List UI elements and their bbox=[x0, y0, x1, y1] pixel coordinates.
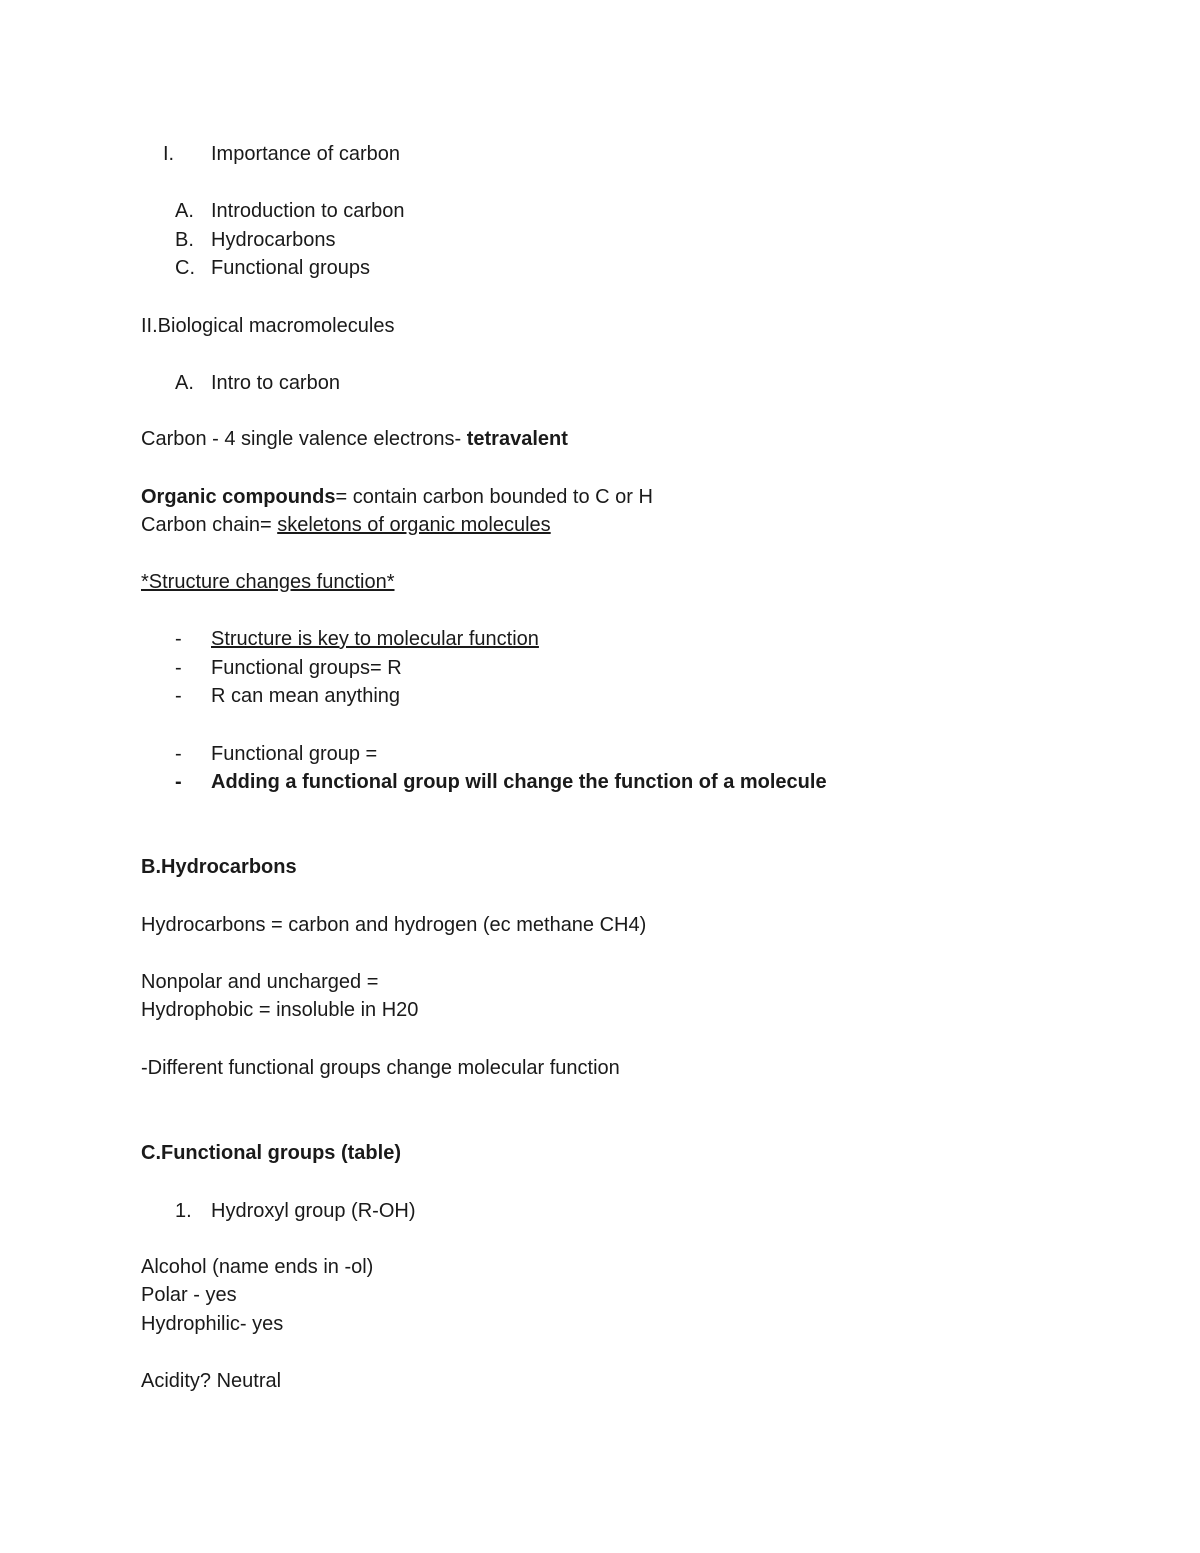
hydrocarbons-definition: Hydrocarbons = carbon and hydrogen (ec methane CH4) bbox=[141, 914, 647, 936]
functional-groups-heading bbox=[141, 1141, 401, 1165]
hydrophilic-line: Hydrophilic- yes bbox=[141, 1313, 284, 1335]
bullet-functional-groups-r: Functional groups= R bbox=[211, 657, 402, 679]
nonpolar-line: Nonpolar and uncharged = bbox=[141, 971, 379, 993]
acidity-line: Acidity? Neutral bbox=[141, 1370, 282, 1392]
bullet-r-anything: R can mean anything bbox=[211, 685, 401, 707]
bullet-dash: - bbox=[175, 685, 182, 707]
bullet-dash: - bbox=[175, 771, 182, 793]
hydrocarbons-heading-text: B.Hydrocarbons bbox=[141, 856, 297, 878]
bullet-adding-functional-group-text: Adding a functional group will change the function of a molecule bbox=[211, 771, 827, 793]
numbered-marker-1: 1. bbox=[175, 1200, 192, 1222]
alcohol-line: Alcohol (name ends in -ol) bbox=[141, 1256, 374, 1278]
outline-marker-a-2: A. bbox=[175, 372, 194, 394]
outline-marker-a: A. bbox=[175, 200, 194, 222]
outline-item-intro-to-carbon: Intro to carbon bbox=[211, 372, 340, 394]
structure-note-text: *Structure changes function* bbox=[141, 571, 395, 593]
carbon-valence-text: Carbon - 4 single valence electrons- bbox=[141, 428, 467, 450]
outline-item-intro-carbon: Introduction to carbon bbox=[211, 200, 405, 222]
outline-marker-c: C. bbox=[175, 257, 195, 279]
hydrocarbons-heading bbox=[141, 855, 297, 879]
bullet-dash: - bbox=[175, 657, 182, 679]
functional-groups-heading-text: C.Functional groups (table) bbox=[141, 1142, 401, 1164]
outline-marker-b: B. bbox=[175, 229, 194, 251]
organic-compounds-term: Organic compounds bbox=[141, 486, 336, 508]
outline-section-2-title: II.Biological macromolecules bbox=[141, 315, 395, 337]
bullet-dash: - bbox=[175, 743, 182, 765]
tetravalent-term: tetravalent bbox=[466, 428, 568, 450]
organic-compounds-definition: = contain carbon bounded to C or H bbox=[335, 486, 653, 508]
outline-section-1-title: Importance of carbon bbox=[211, 143, 400, 165]
hydroxyl-group-item: Hydroxyl group (R-OH) bbox=[211, 1200, 416, 1222]
bullet-adding-functional-group bbox=[211, 770, 827, 794]
bullet-structure-key-text: Structure is key to molecular function bbox=[211, 628, 539, 650]
different-groups-line: -Different functional groups change molecular function bbox=[141, 1057, 620, 1079]
bullet-structure-key bbox=[211, 627, 539, 651]
carbon-valence-line bbox=[141, 427, 568, 451]
outline-item-functional-groups: Functional groups bbox=[211, 257, 370, 279]
polar-line: Polar - yes bbox=[141, 1284, 237, 1306]
outline-item-hydrocarbons: Hydrocarbons bbox=[211, 229, 336, 251]
hydrophobic-line: Hydrophobic = insoluble in H20 bbox=[141, 999, 419, 1021]
carbon-chain-definition: skeletons of organic molecules bbox=[277, 514, 551, 536]
carbon-chain-label: Carbon chain= bbox=[141, 514, 278, 536]
structure-note bbox=[141, 570, 395, 594]
outline-marker-1: I. bbox=[163, 143, 175, 165]
bullet-functional-group-eq: Functional group = bbox=[211, 743, 378, 765]
organic-compounds-line bbox=[141, 485, 653, 509]
bullet-dash: - bbox=[175, 628, 182, 650]
carbon-chain-line bbox=[141, 513, 551, 537]
